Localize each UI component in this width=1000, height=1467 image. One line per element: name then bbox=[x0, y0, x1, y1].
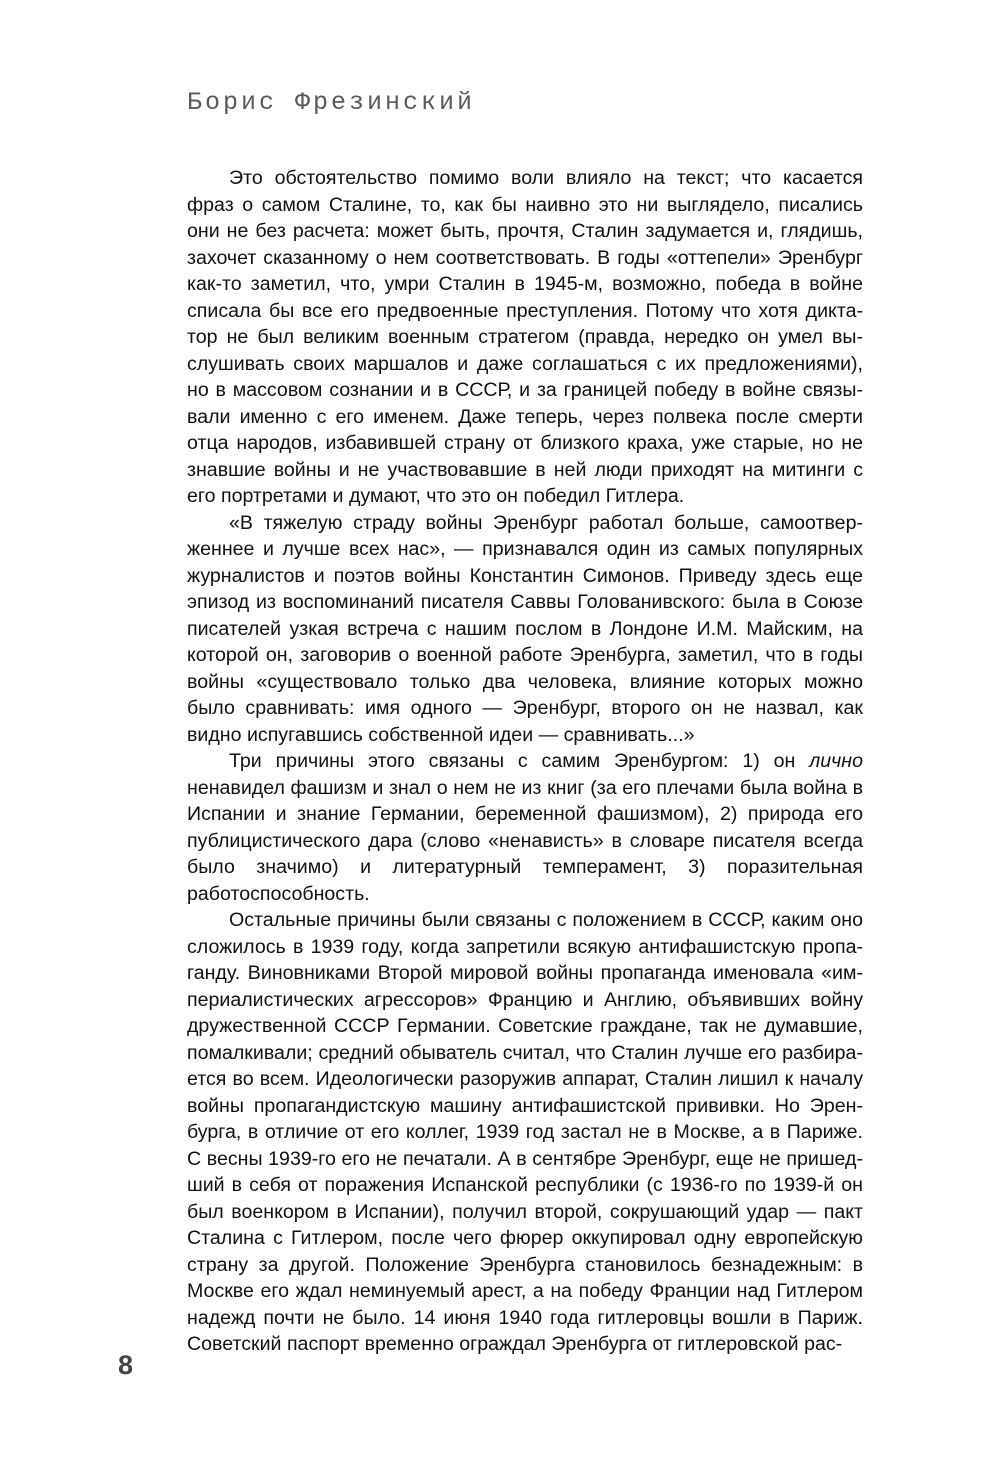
paragraph: Остальные причины были связаны с положением в СССР, каким оно сложилось в 1939 году, когда запретили всякую антифашистскую пропаганду. Виновниками Второй мировой войны пропаганда именовала «империалистических агрессоров» Францию и Англию, объявивших войну дружественной СССР Германии. Советские граждане, так не думавшие, помалкивали; средний обыватель считал, что Сталин лучше его разбирается во всем. Идеологически разоружив аппарат, Сталин лишил к началу войны пропагандистскую машину антифашистской прививки. Но Эренбурга, в отличие от его коллег, 1939 год застал не в Москве, а в Париже. С весны 1939-го его не печатали. А в сентябре Эренбург, еще не пришедший в себя от поражения Испанской республики (с 1936-го по 1939-й он был военкором в Испании), получил второй, сокрушающий удар — пакт Сталина с Гитлером, после чего фюрер оккупировал одну европейскую страну за другой. Положение Эренбурга становилось безнадежным: в Москве его ждал неминуемый арест, а на победу Франции над Гитлером надежд почти не было. 14 июня 1940 года гитлеровцы вошли в Париж. Советский паспорт временно ограждал Эренбурга от гитлеровской рас- bbox=[187, 909, 863, 1355]
body-text bbox=[187, 165, 863, 1358]
paragraph-text-start: Три причины этого связаны с самим Эренбургом: 1) он bbox=[229, 750, 810, 772]
paragraph-text-end: ненавидел фашизм и знал о нем не из книг (за его плечами была война в Испании и знание Германии, беременной фашизмом), 2) природа его публицистического дара (слово «ненависть» в словаре писателя всегда было значимо) и литературный темперамент, 3) поразительная работоспособность. bbox=[187, 776, 863, 905]
page-number: 8 bbox=[118, 1350, 134, 1380]
paragraph: Это обстоятельство помимо воли влияло на текст; что касается фраз о самом Сталине, то, как бы наивно это ни выглядело, писались они не без расчета: может быть, прочтя, Сталин задумается и, глядишь, захочет сказанному о нем соответствовать. В годы «оттепели» Эренбург как-то заметил, что, умри Сталин в 1945-м, возможно, победа в войне списала бы все его предвоенные преступления. Потому что хотя диктатор не был великим военным стратегом (правда, нередко он умел выслушивать своих маршалов и даже соглашаться с их предложениями), но в массовом сознании и в СССР, и за границей победу в войне связывали именно с его именем. Даже теперь, через полвека после смерти отца народов, избавившей страну от близкого краха, уже старые, но не знавшие войны и не участвовавшие в ней люди приходят на митинги с его портретами и думают, что это он победил Гитлера. bbox=[187, 167, 863, 507]
emphasis-text: лично bbox=[809, 750, 863, 772]
running-head-author: Борис Фрезинский bbox=[187, 88, 476, 117]
paragraph bbox=[187, 748, 863, 907]
paragraph: «В тяжелую страду войны Эренбург работал больше, самоотверженнее и лучше всех нас», — признавался один из самых популярных журналистов и поэтов войны Константин Симонов. Приведу здесь еще эпизод из воспоминаний писателя Саввы Голованивского: была в Союзе писателей узкая встреча с нашим послом в Лондоне И.М. Майским, на которой он, заговорив о военной работе Эренбурга, заметил, что в годы войны «существовало только два человека, влияние которых можно было сравнивать: имя одного — Эренбург, второго он не назвал, как видно испугавшись собственной идеи — сравнивать...» bbox=[187, 511, 863, 746]
